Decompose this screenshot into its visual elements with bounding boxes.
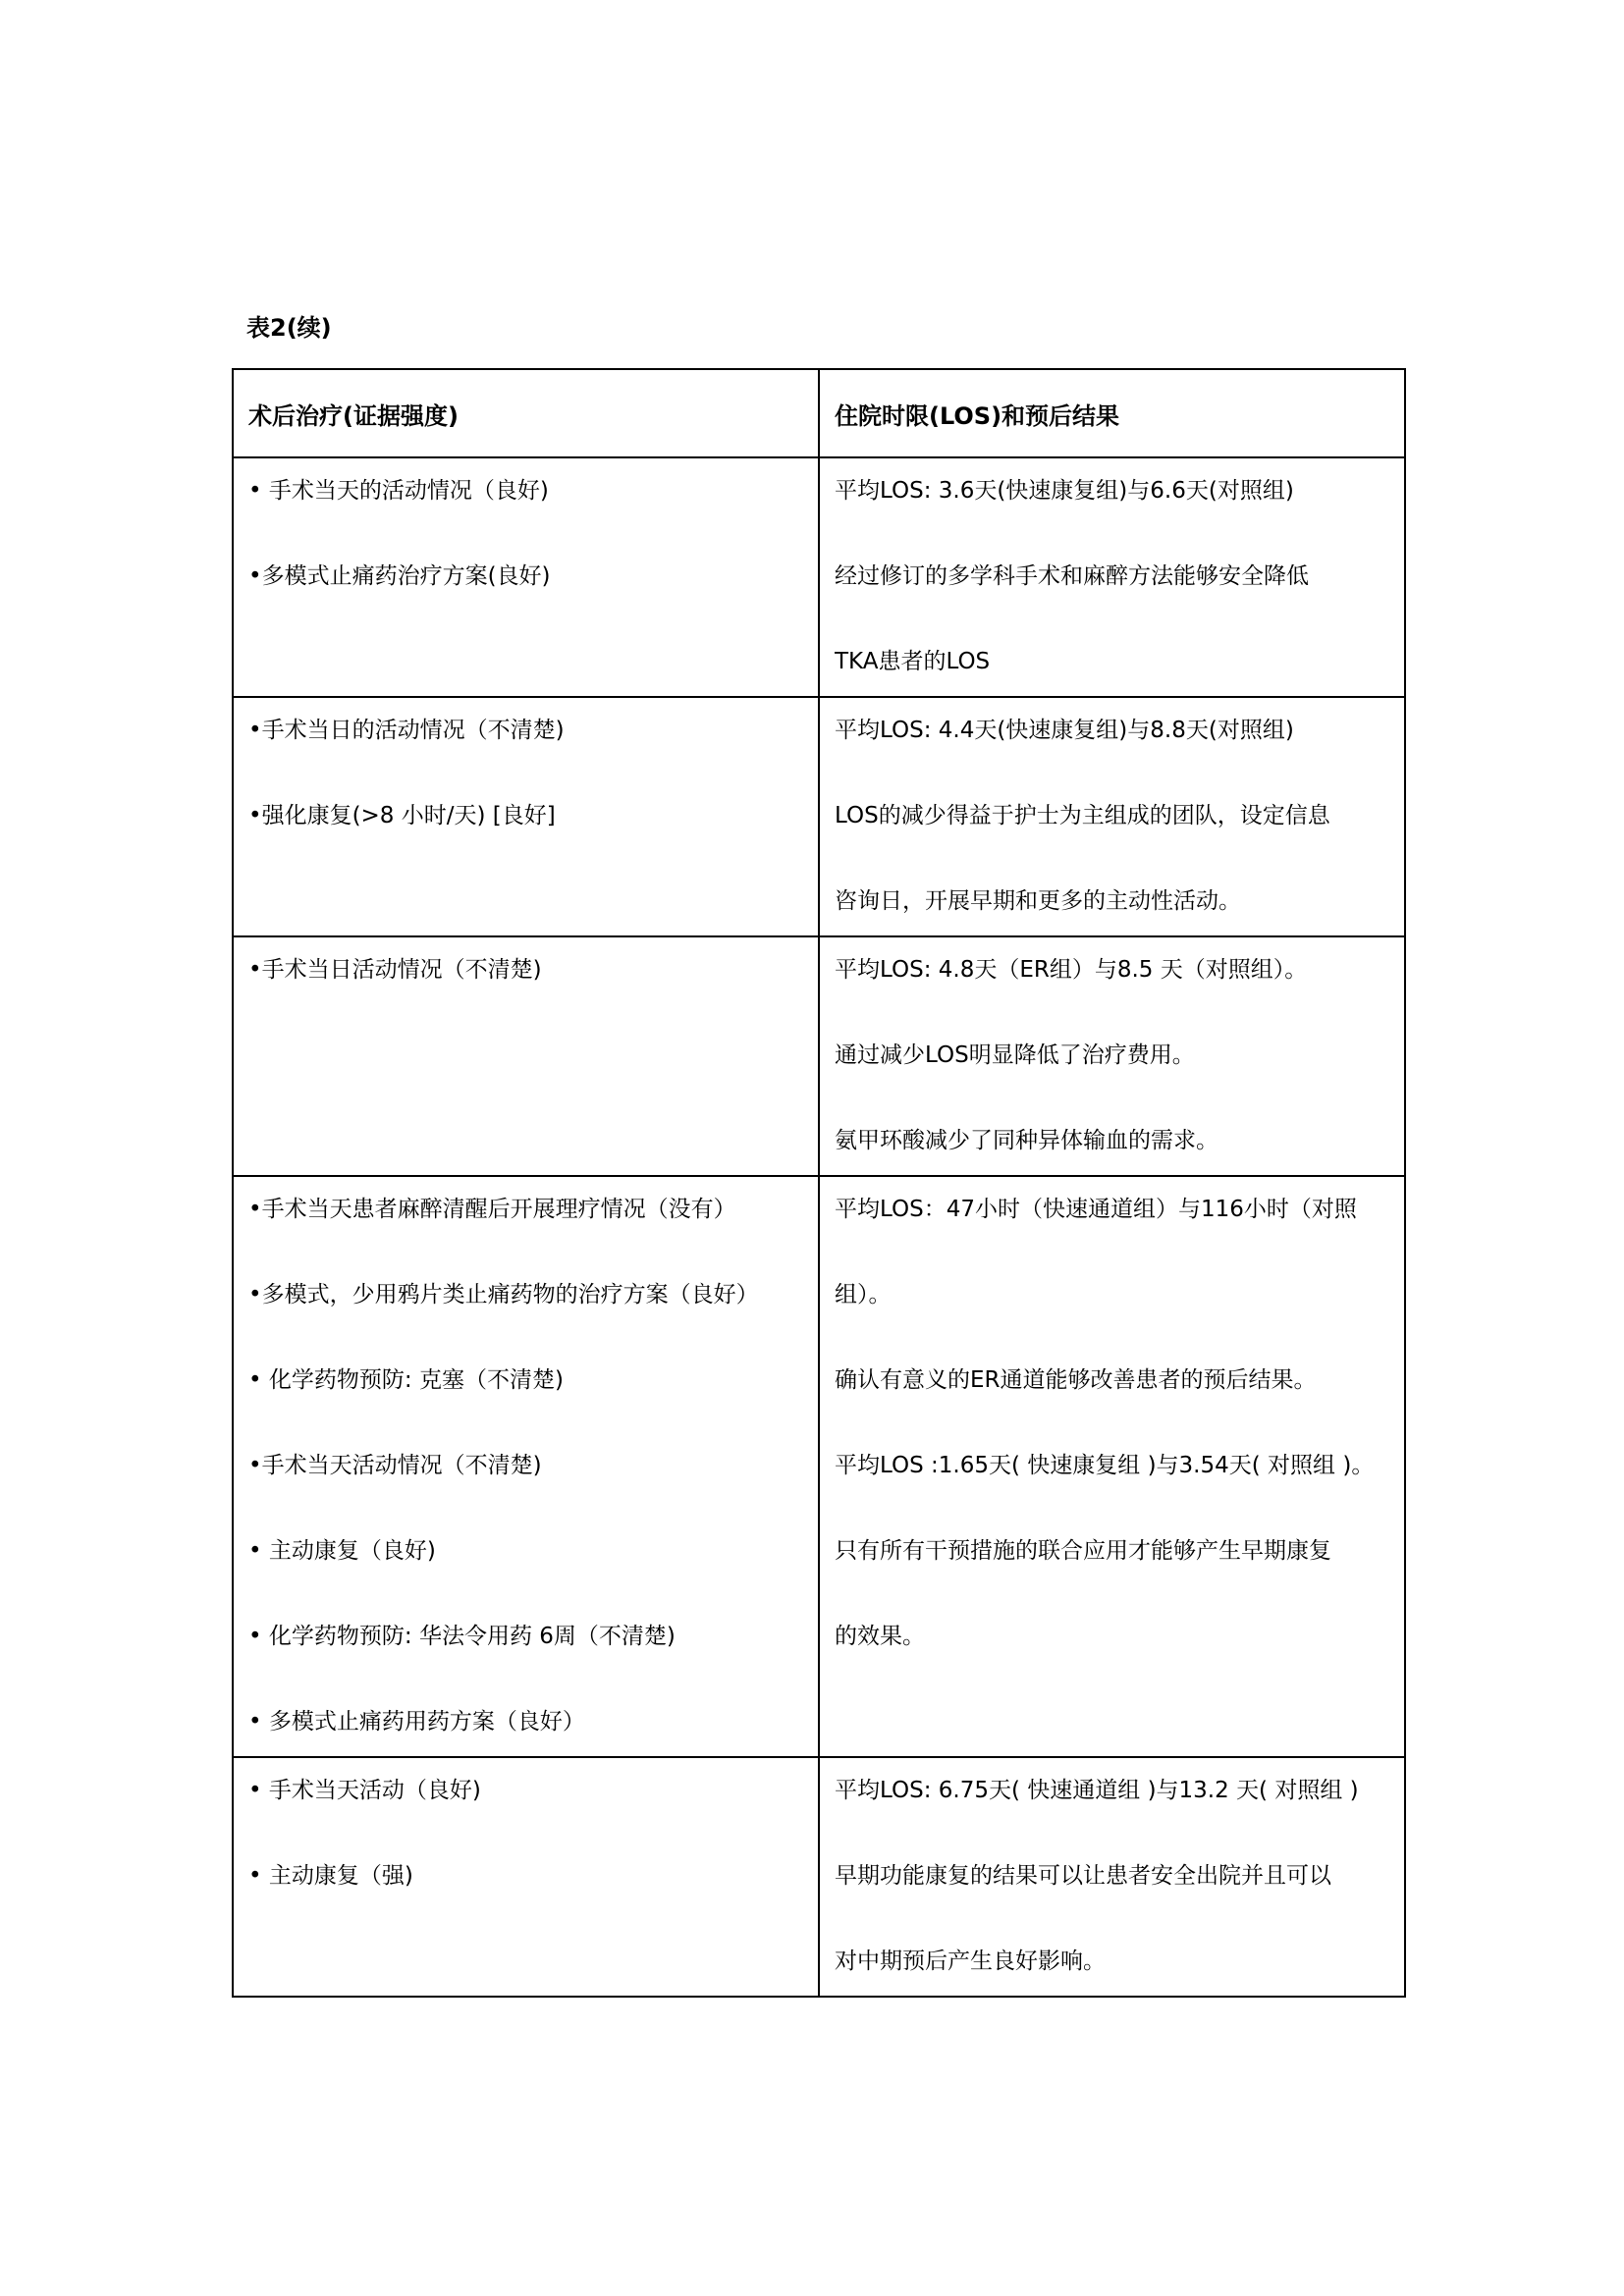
- treatment-line: •多模式，少用鸦片类止痛药物的治疗方案（良好）: [248, 1282, 759, 1308]
- treatment-cell: [233, 1757, 819, 1997]
- treatment-line: •手术当日的活动情况（不清楚): [248, 718, 565, 743]
- outcome-line: 确认有意义的ER通道能够改善患者的预后结果。: [835, 1367, 1317, 1393]
- table-row: [233, 457, 1405, 697]
- outcome-line: 平均LOS: 6.75天( 快速通道组 )与13.2 天( 对照组 ): [835, 1778, 1359, 1803]
- treatment-cell: [233, 936, 819, 1176]
- treatment-line: • 主动康复（强): [248, 1863, 413, 1889]
- outcome-cell: [819, 1176, 1405, 1757]
- outcome-line: 平均LOS：47小时（快速通道组）与116小时（对照: [835, 1197, 1357, 1222]
- outcome-line: LOS的减少得益于护士为主组成的团队，设定信息: [835, 803, 1330, 828]
- header-postop-treatment: 术后治疗(证据强度): [233, 369, 819, 457]
- outcome-line: 平均LOS: 4.4天(快速康复组)与8.8天(对照组): [835, 718, 1294, 743]
- outcome-line: 平均LOS: 4.8天（ER组）与8.5 天（对照组）。: [835, 957, 1308, 983]
- outcome-line: 组）。: [835, 1282, 892, 1308]
- outcome-line: 通过减少LOS明显降低了治疗费用。: [835, 1042, 1195, 1068]
- outcome-cell: [819, 457, 1405, 697]
- treatment-cell: [233, 697, 819, 936]
- table-row: [233, 936, 1405, 1176]
- treatment-line: •手术当日活动情况（不清楚): [248, 957, 542, 983]
- outcome-line: 平均LOS :1.65天( 快速康复组 )与3.54天( 对照组 )。: [835, 1453, 1375, 1478]
- results-table: [232, 368, 1406, 1998]
- outcome-line: 的效果。: [835, 1624, 925, 1649]
- treatment-line: •手术当天患者麻醉清醒后开展理疗情况（没有）: [248, 1197, 736, 1222]
- treatment-line: • 手术当天的活动情况（良好): [248, 478, 549, 504]
- treatment-line: • 手术当天活动（良好): [248, 1778, 481, 1803]
- treatment-line: •强化康复(>8 小时/天) [良好]: [248, 803, 556, 828]
- outcome-cell: [819, 936, 1405, 1176]
- treatment-cell: [233, 457, 819, 697]
- treatment-line: • 化学药物预防: 克塞（不清楚): [248, 1367, 564, 1393]
- outcome-line: TKA患者的LOS: [835, 649, 991, 674]
- outcome-cell: [819, 1757, 1405, 1997]
- table-header-row: [233, 369, 1405, 457]
- treatment-line: • 多模式止痛药用药方案（良好）: [248, 1709, 585, 1735]
- treatment-line: •多模式止痛药治疗方案(良好): [248, 563, 551, 589]
- table-row: [233, 697, 1405, 936]
- outcome-line: 经过修订的多学科手术和麻醉方法能够安全降低: [835, 563, 1309, 589]
- outcome-line: 咨询日，开展早期和更多的主动性活动。: [835, 888, 1241, 914]
- treatment-line: • 化学药物预防: 华法令用药 6周（不清楚): [248, 1624, 676, 1649]
- treatment-cell: [233, 1176, 819, 1757]
- table-row: [233, 1176, 1405, 1757]
- treatment-line: •手术当天活动情况（不清楚): [248, 1453, 542, 1478]
- outcome-line: 只有所有干预措施的联合应用才能够产生早期康复: [835, 1538, 1331, 1564]
- outcome-cell: [819, 697, 1405, 936]
- outcome-line: 氨甲环酸减少了同种异体输血的需求。: [835, 1128, 1218, 1153]
- treatment-line: • 主动康复（良好): [248, 1538, 436, 1564]
- table-row: [233, 1757, 1405, 1997]
- outcome-line: 早期功能康复的结果可以让患者安全出院并且可以: [835, 1863, 1331, 1889]
- outcome-line: 对中期预后产生良好影响。: [835, 1949, 1106, 1974]
- table-caption: 表2(续): [246, 314, 332, 342]
- outcome-line: 平均LOS: 3.6天(快速康复组)与6.6天(对照组): [835, 478, 1294, 504]
- header-los-outcome: 住院时限(LOS)和预后结果: [819, 369, 1405, 457]
- table-body: [233, 457, 1405, 1997]
